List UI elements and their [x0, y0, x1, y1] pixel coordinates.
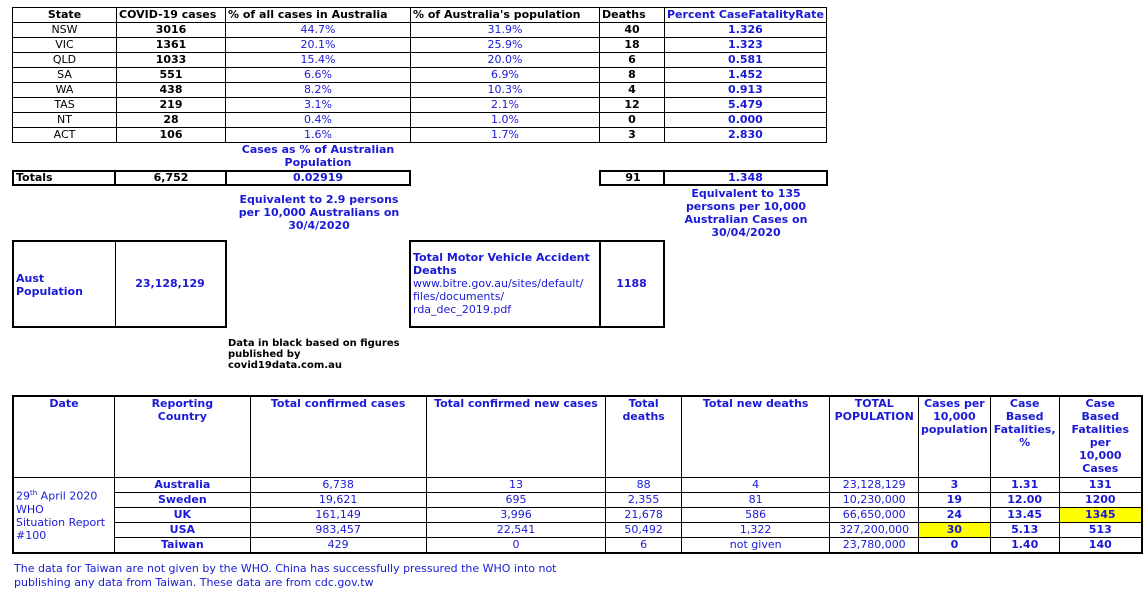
- who-cell-new-cases: 13: [426, 478, 606, 493]
- who-row: [13, 538, 1142, 554]
- totals-cases: 6,752: [114, 170, 226, 186]
- who-cell-country: Taiwan: [115, 538, 251, 554]
- who-cell-population: 66,650,000: [830, 508, 919, 523]
- state-cell-pct-cases: 8.2%: [226, 83, 411, 98]
- state-cell-pct-cases: 1.6%: [226, 128, 411, 143]
- state-row: [13, 98, 827, 113]
- state-cell-cases: 3016: [117, 23, 226, 38]
- who-cell-deaths: 6: [606, 538, 682, 554]
- state-row: [13, 113, 827, 128]
- state-cell-deaths: 18: [600, 38, 665, 53]
- totals-pct-pop: 0.02919: [225, 170, 411, 186]
- state-cell-cases: 106: [117, 128, 226, 143]
- state-cell-cfr: 5.479: [665, 98, 827, 113]
- who-cell-confirmed: 983,457: [250, 523, 426, 538]
- state-cell-deaths: 8: [600, 68, 665, 83]
- who-cell-population: 327,200,000: [830, 523, 919, 538]
- state-cell-pct-pop: 31.9%: [411, 23, 600, 38]
- state-cell-pct-cases: 44.7%: [226, 23, 411, 38]
- state-cell-pct-pop: 2.1%: [411, 98, 600, 113]
- state-row: [13, 23, 827, 38]
- who-header-new-deaths: Total new deaths: [681, 396, 829, 478]
- state-cell-state: ACT: [13, 128, 117, 143]
- who-header-confirmed: Total confirmed cases: [250, 396, 426, 478]
- who-cell-confirmed: 429: [250, 538, 426, 554]
- state-cell-pct-cases: 6.6%: [226, 68, 411, 83]
- state-cell-pct-pop: 20.0%: [411, 53, 600, 68]
- who-cell-new-deaths: 81: [681, 493, 829, 508]
- who-cell-country: USA: [115, 523, 251, 538]
- state-cell-pct-pop: 1.7%: [411, 128, 600, 143]
- who-table-header: [13, 396, 1142, 478]
- who-header-country: Reporting Country: [115, 396, 251, 478]
- state-row: [13, 68, 827, 83]
- state-cell-cases: 28: [117, 113, 226, 128]
- state-cell-cfr: 1.323: [665, 38, 827, 53]
- aust-population-label: Aust Population: [12, 240, 116, 328]
- header-deaths: Deaths: [600, 8, 665, 23]
- state-cell-deaths: 0: [600, 113, 665, 128]
- state-cell-pct-pop: 10.3%: [411, 83, 600, 98]
- who-header-cfr: Case Based Fatalities, %: [990, 396, 1059, 478]
- who-cell-population: 10,230,000: [830, 493, 919, 508]
- state-cell-cfr: 1.326: [665, 23, 827, 38]
- header-state: State: [13, 8, 117, 23]
- who-cell-fat10k: 513: [1059, 523, 1142, 538]
- who-cell-new-deaths: 4: [681, 478, 829, 493]
- who-cell-per10k: 0: [919, 538, 991, 554]
- who-cell-new-deaths: 586: [681, 508, 829, 523]
- header-pct-cases: % of all cases in Australia: [226, 8, 411, 23]
- who-cell-population: 23,780,000: [830, 538, 919, 554]
- state-cell-pct-cases: 15.4%: [226, 53, 411, 68]
- totals-deaths: 91: [599, 170, 665, 186]
- who-cell-cfr: 12.00: [990, 493, 1059, 508]
- who-cell-cfr: 5.13: [990, 523, 1059, 538]
- footer-note: The data for Taiwan are not given by the WHO. China has successfully pressured the WHO into not publishing any data from Taiwan. These data are from cdc.gov.tw: [14, 562, 557, 589]
- motor-vehicle-url-1: www.bitre.gov.au/sites/default/: [413, 277, 584, 290]
- who-cell-deaths: 2,355: [606, 493, 682, 508]
- state-table-header: [13, 8, 827, 23]
- state-cell-pct-pop: 25.9%: [411, 38, 600, 53]
- state-cell-state: VIC: [13, 38, 117, 53]
- motor-vehicle-value: 1188: [600, 240, 665, 328]
- totals-cfr: 1.348: [663, 170, 828, 186]
- who-cell-new-cases: 3,996: [426, 508, 606, 523]
- state-row: [13, 53, 827, 68]
- equiv-cases-note: Equivalent to 135 persons per 10,000 Australian Cases on 30/04/2020: [684, 187, 808, 239]
- state-cell-cfr: 2.830: [665, 128, 827, 143]
- motor-vehicle-box: [409, 240, 601, 328]
- state-cell-cases: 1033: [117, 53, 226, 68]
- cases-pct-label: Cases as % of Australian Population: [241, 143, 395, 169]
- state-cell-cfr: 0.581: [665, 53, 827, 68]
- header-cfr: Percent CaseFatalityRate: [665, 8, 827, 23]
- totals-label: Totals: [12, 170, 116, 186]
- who-row: [13, 523, 1142, 538]
- state-row: [13, 38, 827, 53]
- who-cell-per10k: 30: [919, 523, 991, 538]
- who-cell-country: Australia: [115, 478, 251, 493]
- state-cell-state: SA: [13, 68, 117, 83]
- state-cell-state: NT: [13, 113, 117, 128]
- state-cell-cases: 551: [117, 68, 226, 83]
- motor-vehicle-title: Total Motor Vehicle Accident Deaths: [413, 251, 590, 277]
- who-cell-fat10k: 1200: [1059, 493, 1142, 508]
- state-row: [13, 83, 827, 98]
- state-cell-deaths: 40: [600, 23, 665, 38]
- who-cell-cfr: 13.45: [990, 508, 1059, 523]
- who-cell-cfr: 1.40: [990, 538, 1059, 554]
- header-pct-pop: % of Australia's population: [411, 8, 600, 23]
- who-header-new-cases: Total confirmed new cases: [426, 396, 606, 478]
- who-row: [13, 508, 1142, 523]
- state-table: [12, 7, 827, 143]
- state-cell-cfr: 0.000: [665, 113, 827, 128]
- who-cell-deaths: 21,678: [606, 508, 682, 523]
- who-header-population: TOTAL POPULATION: [830, 396, 919, 478]
- state-cell-pct-cases: 20.1%: [226, 38, 411, 53]
- who-table: [12, 395, 1143, 554]
- state-cell-state: QLD: [13, 53, 117, 68]
- who-cell-confirmed: 19,621: [250, 493, 426, 508]
- aust-population-value: 23,128,129: [115, 240, 227, 328]
- who-header-per10k: Cases per 10,000 population: [919, 396, 991, 478]
- state-cell-deaths: 12: [600, 98, 665, 113]
- equiv-pop-note: Equivalent to 2.9 persons per 10,000 Australians on 30/4/2020: [238, 193, 400, 232]
- who-cell-country: UK: [115, 508, 251, 523]
- who-cell-new-cases: 695: [426, 493, 606, 508]
- motor-vehicle-url-2: files/documents/: [413, 290, 505, 303]
- state-row: [13, 128, 827, 143]
- black-data-note: Data in black based on figures published by covid19data.com.au: [228, 338, 400, 371]
- who-cell-new-deaths: 1,322: [681, 523, 829, 538]
- state-cell-state: NSW: [13, 23, 117, 38]
- who-cell-confirmed: 6,738: [250, 478, 426, 493]
- who-header-deaths: Total deaths: [606, 396, 682, 478]
- state-cell-cases: 1361: [117, 38, 226, 53]
- who-cell-fat10k: 1345: [1059, 508, 1142, 523]
- who-cell-fat10k: 131: [1059, 478, 1142, 493]
- who-cell-new-cases: 22,541: [426, 523, 606, 538]
- who-header-date: Date: [13, 396, 115, 478]
- state-cell-deaths: 4: [600, 83, 665, 98]
- state-cell-cases: 438: [117, 83, 226, 98]
- state-cell-pct-cases: 3.1%: [226, 98, 411, 113]
- state-cell-cfr: 0.913: [665, 83, 827, 98]
- state-cell-state: WA: [13, 83, 117, 98]
- who-cell-per10k: 3: [919, 478, 991, 493]
- who-date-cell: 29th April 2020 WHO Situation Report #100: [13, 478, 115, 554]
- who-row: [13, 493, 1142, 508]
- state-cell-pct-cases: 0.4%: [226, 113, 411, 128]
- who-cell-deaths: 88: [606, 478, 682, 493]
- state-cell-state: TAS: [13, 98, 117, 113]
- header-cases: COVID-19 cases: [117, 8, 226, 23]
- who-cell-deaths: 50,492: [606, 523, 682, 538]
- state-cell-pct-pop: 6.9%: [411, 68, 600, 83]
- who-cell-new-deaths: not given: [681, 538, 829, 554]
- state-cell-pct-pop: 1.0%: [411, 113, 600, 128]
- motor-vehicle-url-3: rda_dec_2019.pdf: [413, 303, 512, 316]
- who-cell-cfr: 1.31: [990, 478, 1059, 493]
- who-cell-population: 23,128,129: [830, 478, 919, 493]
- who-cell-fat10k: 140: [1059, 538, 1142, 554]
- who-cell-new-cases: 0: [426, 538, 606, 554]
- state-cell-deaths: 6: [600, 53, 665, 68]
- who-row: [13, 478, 1142, 493]
- who-cell-confirmed: 161,149: [250, 508, 426, 523]
- state-cell-cfr: 1.452: [665, 68, 827, 83]
- who-header-fat10k: Case Based Fatalities per 10,000 Cases: [1059, 396, 1142, 478]
- who-cell-per10k: 19: [919, 493, 991, 508]
- state-cell-deaths: 3: [600, 128, 665, 143]
- who-cell-country: Sweden: [115, 493, 251, 508]
- state-cell-cases: 219: [117, 98, 226, 113]
- who-cell-per10k: 24: [919, 508, 991, 523]
